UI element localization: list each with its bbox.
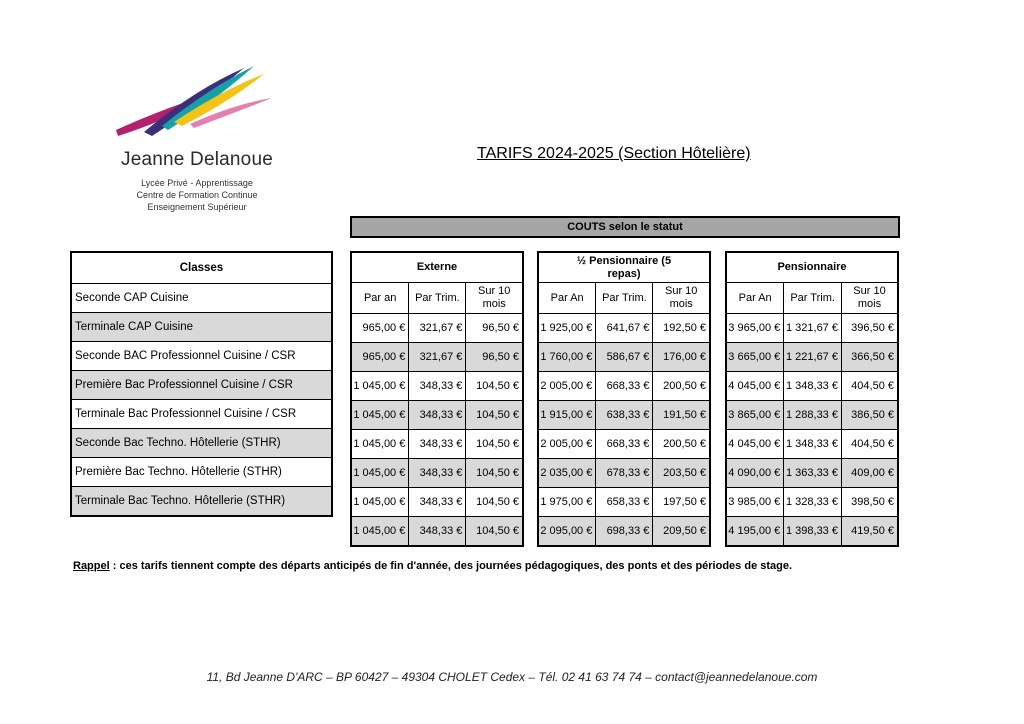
rappel-note [73, 560, 792, 572]
price-cell: 104,50 € [466, 430, 523, 459]
price-cell: 386,50 € [841, 401, 898, 430]
price-cell: 1 348,33 € [784, 430, 842, 459]
table-row [538, 314, 710, 343]
column-header: Par Trim. [784, 283, 842, 314]
price-cell: 1 348,33 € [784, 372, 842, 401]
class-name-cell: Première Bac Professionnel Cuisine / CSR [71, 371, 332, 400]
footer-address: 11, Bd Jeanne D'ARC – BP 60427 – 49304 CHOLET Cedex – Tél. 02 41 63 74 74 – contact@jeannedelanoue.com [206, 670, 818, 684]
price-cell: 1 045,00 € [351, 372, 409, 401]
price-cell: 348,33 € [409, 459, 466, 488]
price-cell: 200,50 € [653, 430, 710, 459]
externe-table [350, 251, 524, 547]
table-row [71, 429, 332, 458]
price-cell: 698,33 € [596, 517, 653, 547]
class-name-cell: Seconde CAP Cuisine [71, 284, 332, 313]
group-header-demi-pensionnaire: ½ Pensionnaire (5 repas) [538, 252, 710, 283]
price-cell: 104,50 € [466, 517, 523, 547]
column-header: Sur 10 mois [466, 283, 523, 314]
price-cell: 398,50 € [841, 488, 898, 517]
price-cell: 348,33 € [409, 372, 466, 401]
price-cell: 348,33 € [409, 517, 466, 547]
classes-header: Classes [71, 252, 332, 284]
price-cell: 96,50 € [466, 314, 523, 343]
table-row [71, 487, 332, 517]
table-row [538, 517, 710, 547]
price-cell: 419,50 € [841, 517, 898, 547]
column-header: Par An [726, 283, 784, 314]
table-row [538, 401, 710, 430]
pensionnaire-table [725, 251, 899, 547]
price-cell: 404,50 € [841, 430, 898, 459]
price-cell: 965,00 € [351, 343, 409, 372]
page-title: TARIFS 2024-2025 (Section Hôtelière) [477, 145, 751, 162]
table-row [726, 314, 898, 343]
price-cell: 668,33 € [596, 430, 653, 459]
column-header: Sur 10 mois [841, 283, 898, 314]
table-row [726, 401, 898, 430]
table-row [351, 372, 523, 401]
price-cell: 4 045,00 € [726, 430, 784, 459]
price-cell: 203,50 € [653, 459, 710, 488]
price-cell: 1 915,00 € [538, 401, 596, 430]
price-cell: 3 865,00 € [726, 401, 784, 430]
group-header-pensionnaire: Pensionnaire [726, 252, 898, 283]
price-cell: 348,33 € [409, 430, 466, 459]
price-cell: 1 925,00 € [538, 314, 596, 343]
price-cell: 348,33 € [409, 488, 466, 517]
price-cell: 1 288,33 € [784, 401, 842, 430]
price-cell: 409,00 € [841, 459, 898, 488]
price-cell: 3 965,00 € [726, 314, 784, 343]
class-name-cell: Terminale Bac Professionnel Cuisine / CSR [71, 400, 332, 429]
column-header: Par Trim. [409, 283, 466, 314]
price-cell: 1 398,33 € [784, 517, 842, 547]
table-row [71, 371, 332, 400]
price-cell: 2 005,00 € [538, 372, 596, 401]
logo-name: Jeanne Delanoue [121, 149, 273, 170]
table-row [351, 517, 523, 547]
price-cell: 321,67 € [409, 343, 466, 372]
price-cell: 1 328,33 € [784, 488, 842, 517]
table-row [538, 372, 710, 401]
price-cell: 1 760,00 € [538, 343, 596, 372]
group-header-externe: Externe [351, 252, 523, 283]
price-cell: 104,50 € [466, 459, 523, 488]
logo-subtitle-line: Centre de Formation Continue [136, 190, 258, 200]
logo-subtitle-line: Enseignement Supérieur [147, 202, 247, 212]
table-row [351, 343, 523, 372]
price-cell: 2 095,00 € [538, 517, 596, 547]
table-row [726, 459, 898, 488]
column-header: Sur 10 mois [653, 283, 710, 314]
column-header: Par Trim. [596, 283, 653, 314]
price-cell: 1 045,00 € [351, 488, 409, 517]
table-row [726, 430, 898, 459]
table-row [538, 430, 710, 459]
table-row [71, 342, 332, 371]
price-cell: 104,50 € [466, 401, 523, 430]
price-cell: 668,33 € [596, 372, 653, 401]
column-header: Par An [538, 283, 596, 314]
price-cell: 1 045,00 € [351, 430, 409, 459]
table-row [538, 343, 710, 372]
price-cell: 366,50 € [841, 343, 898, 372]
class-name-cell: Seconde BAC Professionnel Cuisine / CSR [71, 342, 332, 371]
price-cell: 4 045,00 € [726, 372, 784, 401]
price-cell: 1 975,00 € [538, 488, 596, 517]
rappel-text: : ces tarifs tiennent compte des départs anticipés de fin d'année, des journées pédagogiques, des ponts et des périodes de stage. [109, 560, 793, 572]
price-cell: 104,50 € [466, 488, 523, 517]
table-row [71, 284, 332, 313]
rappel-label: Rappel [73, 560, 110, 572]
class-name-cell: Terminale Bac Techno. Hôtellerie (STHR) [71, 487, 332, 517]
price-cell: 197,50 € [653, 488, 710, 517]
table-row [351, 314, 523, 343]
price-cell: 200,50 € [653, 372, 710, 401]
price-cell: 638,33 € [596, 401, 653, 430]
price-cell: 1 045,00 € [351, 401, 409, 430]
price-cell: 396,50 € [841, 314, 898, 343]
table-row [726, 372, 898, 401]
price-cell: 658,33 € [596, 488, 653, 517]
classes-table [70, 251, 333, 517]
class-name-cell: Seconde Bac Techno. Hôtellerie (STHR) [71, 429, 332, 458]
price-cell: 1 321,67 € [784, 314, 842, 343]
price-cell: 1 045,00 € [351, 459, 409, 488]
price-cell: 2 035,00 € [538, 459, 596, 488]
price-cell: 3 985,00 € [726, 488, 784, 517]
price-cell: 348,33 € [409, 401, 466, 430]
table-row [726, 517, 898, 547]
status-header: COUTS selon le statut [350, 216, 900, 238]
price-cell: 209,50 € [653, 517, 710, 547]
table-row [71, 313, 332, 342]
table-row [351, 401, 523, 430]
table-row [538, 459, 710, 488]
price-cell: 965,00 € [351, 314, 409, 343]
price-cell: 2 005,00 € [538, 430, 596, 459]
price-cell: 1 221,67 € [784, 343, 842, 372]
price-cell: 678,33 € [596, 459, 653, 488]
price-cell: 3 665,00 € [726, 343, 784, 372]
table-row [351, 459, 523, 488]
price-cell: 1 045,00 € [351, 517, 409, 547]
table-row [726, 488, 898, 517]
price-cell: 321,67 € [409, 314, 466, 343]
class-name-cell: Terminale CAP Cuisine [71, 313, 332, 342]
table-row [71, 458, 332, 487]
price-cell: 4 195,00 € [726, 517, 784, 547]
logo-subtitle-line: Lycée Privé - Apprentissage [141, 178, 253, 188]
price-cell: 104,50 € [466, 372, 523, 401]
table-row [538, 488, 710, 517]
price-cell: 1 363,33 € [784, 459, 842, 488]
table-row [71, 400, 332, 429]
demi-pension-table [537, 251, 711, 547]
price-cell: 641,67 € [596, 314, 653, 343]
price-cell: 4 090,00 € [726, 459, 784, 488]
table-row [726, 343, 898, 372]
table-row [351, 430, 523, 459]
price-cell: 586,67 € [596, 343, 653, 372]
table-row [351, 488, 523, 517]
class-name-cell: Première Bac Techno. Hôtellerie (STHR) [71, 458, 332, 487]
price-cell: 404,50 € [841, 372, 898, 401]
price-cell: 176,00 € [653, 343, 710, 372]
price-cell: 191,50 € [653, 401, 710, 430]
column-header: Par an [351, 283, 409, 314]
price-cell: 96,50 € [466, 343, 523, 372]
price-cell: 192,50 € [653, 314, 710, 343]
